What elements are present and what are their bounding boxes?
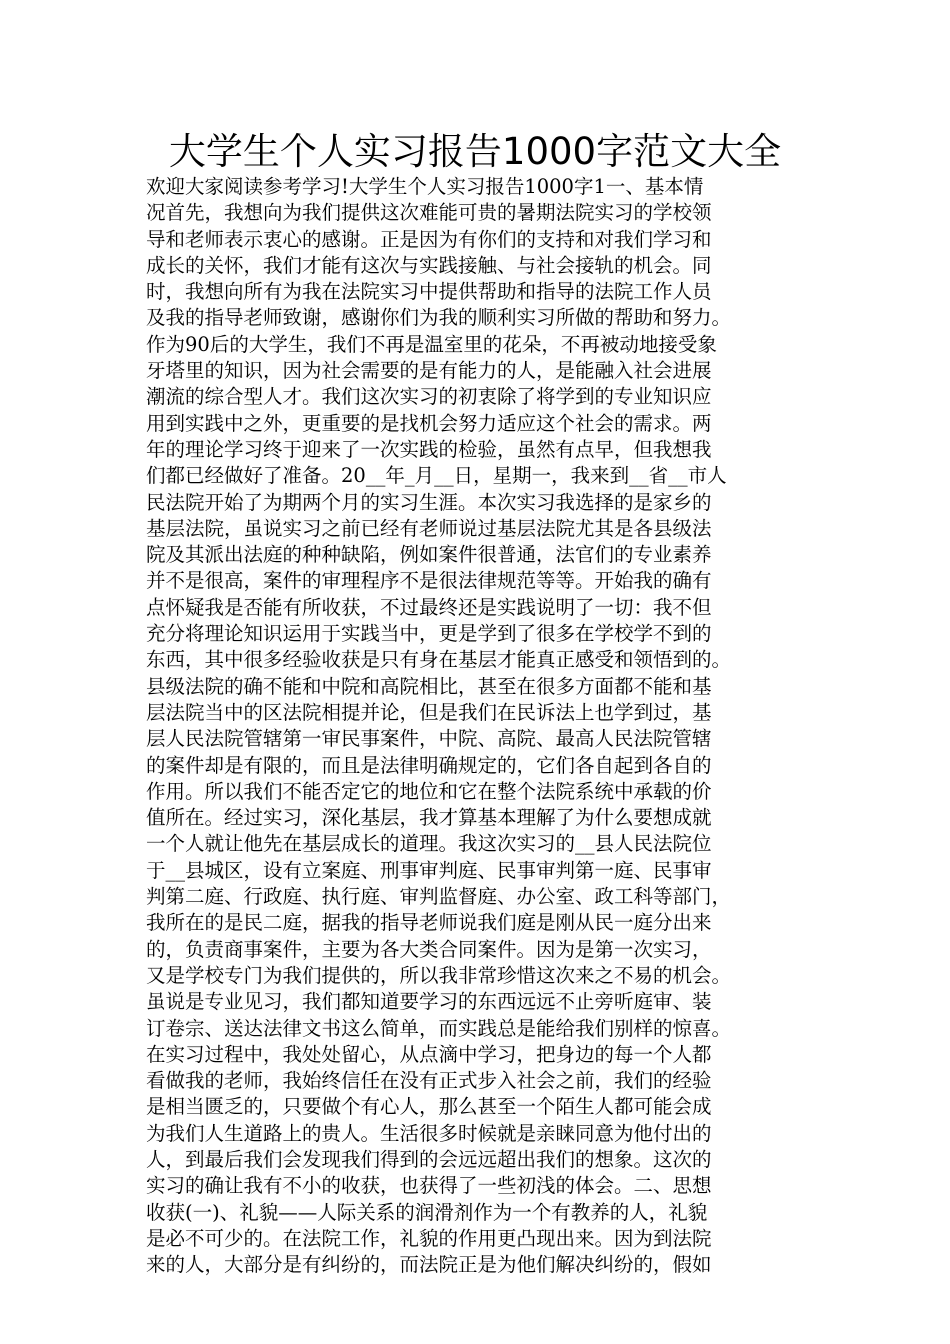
- body-line: 为我们人生道路上的贵人。生活很多时候就是亲睐同意为他付出的: [146, 1121, 712, 1145]
- body-line: 虽说是专业见习，我们都知道要学习的东西远远不止旁听庭审、装: [146, 990, 712, 1014]
- body-line: 是相当匮乏的，只要做个有心人，那么甚至一个陌生人都可能会成: [146, 1095, 712, 1119]
- body-line: 院及其派出法庭的种种缺陷，例如案件很普通，法官们的专业素养: [146, 543, 712, 567]
- body-line: 实习的确让我有不小的收获，也获得了一些初浅的体会。二、思想: [146, 1174, 712, 1198]
- body-line: 成长的关怀，我们才能有这次与实践接触、与社会接轨的机会。同: [146, 253, 712, 277]
- body-line: 欢迎大家阅读参考学习!大学生个人实习报告1000字1一、基本情: [146, 175, 704, 198]
- body-line: 并不是很高，案件的审理程序不是很法律规范等等。开始我的确有: [146, 569, 712, 593]
- body-line: 作为90后的大学生，我们不再是温室里的花朵，不再被动地接受象: [146, 332, 717, 356]
- body-line: 民法院开始了为期两个月的实习生涯。本次实习我选择的是家乡的: [146, 490, 712, 514]
- body-line: 县级法院的确不能和中院和高院相比，甚至在很多方面都不能和基: [146, 674, 712, 698]
- body-line: 时，我想向所有为我在法院实习中提供帮助和指导的法院工作人员: [146, 280, 712, 304]
- body-line: 人，到最后我们会发现我们得到的会远远超出我们的想象。这次的: [146, 1147, 712, 1171]
- body-line: 用到实践中之外，更重要的是找机会努力适应这个社会的需求。两: [146, 411, 712, 435]
- body-line: 是必不可少的。在法院工作，礼貌的作用更凸现出来。因为到法院: [146, 1226, 712, 1250]
- body-line: 作用。所以我们不能否定它的地位和它在整个法院系统中承载的价: [146, 779, 712, 803]
- document-body: [146, 174, 826, 1278]
- body-line: 值所在。经过实习，深化基层，我才算基本理解了为什么要想成就: [146, 806, 712, 830]
- body-line: 在实习过程中，我处处留心，从点滴中学习，把身边的每一个人都: [146, 1042, 712, 1066]
- body-line: 判第二庭、行政庭、执行庭、审判监督庭、办公室、政工科等部门，: [146, 885, 732, 909]
- body-line: 看做我的老师，我始终信任在没有正式步入社会之前，我们的经验: [146, 1069, 712, 1093]
- body-line: 充分将理论知识运用于实践当中，更是学到了很多在学校学不到的: [146, 622, 712, 646]
- body-line: 层法院当中的区法院相提并论，但是我们在民诉法上也学到过，基: [146, 700, 712, 724]
- body-line: 于__县城区，设有立案庭、刑事审判庭、民事审判第一庭、民事审: [146, 858, 712, 882]
- body-line: 年的理论学习终于迎来了一次实践的检验，虽然有点早，但我想我: [146, 437, 712, 461]
- body-line: 基层法院，虽说实习之前已经有老师说过基层法院尤其是各县级法: [146, 516, 712, 540]
- body-line: 们都已经做好了准备。20__年_月__日，星期一，我来到__省__市人: [146, 464, 727, 488]
- body-line: 收获(一)、礼貌——人际关系的润滑剂作为一个有教养的人，礼貌: [146, 1200, 708, 1224]
- body-line: 及我的指导老师致谢，感谢你们为我的顺利实习所做的帮助和努力。: [146, 306, 732, 330]
- body-line: 来的人，大部分是有纠纷的，而法院正是为他们解决纠纷的，假如: [146, 1253, 712, 1277]
- document-title: 大学生个人实习报告1000字范文大全: [168, 130, 782, 173]
- body-line: 订卷宗、送达法律文书这么简单，而实践总是能给我们别样的惊喜。: [146, 1016, 732, 1040]
- body-line: 层人民法院管辖第一审民事案件，中院、高院、最高人民法院管辖: [146, 727, 712, 751]
- body-line: 的，负责商事案件，主要为各大类合同案件。因为是第一次实习，: [146, 937, 712, 961]
- body-line: 又是学校专门为我们提供的，所以我非常珍惜这次来之不易的机会。: [146, 963, 732, 987]
- body-line: 导和老师表示衷心的感谢。正是因为有你们的支持和对我们学习和: [146, 227, 712, 251]
- body-line: 潮流的综合型人才。我们这次实习的初衷除了将学到的专业知识应: [146, 385, 712, 409]
- body-line: 一个人就让他先在基层成长的道理。我这次实习的__县人民法院位: [146, 832, 712, 856]
- body-line: 东西，其中很多经验收获是只有身在基层才能真正感受和领悟到的。: [146, 648, 732, 672]
- body-line: 点怀疑我是否能有所收获，不过最终还是实践说明了一切：我不但: [146, 595, 712, 619]
- body-line: 牙塔里的知识，因为社会需要的是有能力的人，是能融入社会进展: [146, 359, 712, 383]
- body-line: 的案件却是有限的，而且是法律明确规定的，它们各自起到各自的: [146, 753, 712, 777]
- body-line: 况首先，我想向为我们提供这次难能可贵的暑期法院实习的学校领: [146, 201, 712, 225]
- body-line: 我所在的是民二庭，据我的指导老师说我们庭是刚从民一庭分出来: [146, 911, 712, 935]
